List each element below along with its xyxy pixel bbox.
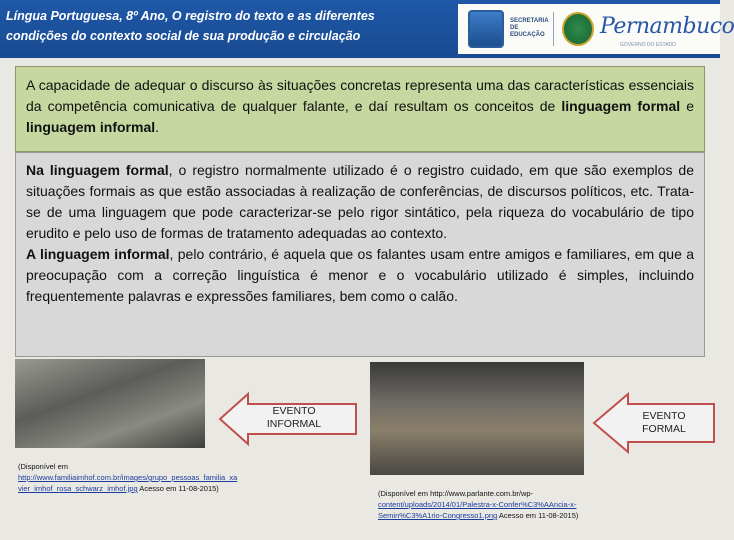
logo-area: [458, 4, 734, 54]
left-credit-access: Acesso em 11-08-2015): [137, 484, 219, 493]
informal-label: [224, 405, 364, 431]
left-image-credit: [18, 461, 338, 494]
header-banner: [0, 0, 734, 58]
title-line-1: Língua Portuguesa, 8º Ano, O registro do texto e as diferentes: [6, 9, 375, 23]
logo-divider: [553, 12, 554, 46]
pernambuco-logo: Pernambuco: [600, 14, 734, 39]
right-credit-link-2[interactable]: Semin%C3%A1rio-Congresso1.png: [378, 511, 498, 520]
government-label: GOVERNO DO ESTADO: [620, 42, 677, 48]
intro-bold-formal: linguagem formal: [561, 98, 681, 114]
intro-text-c: .: [155, 119, 160, 135]
informal-text: , pelo contrário, é aquela que os falantes usam entre amigos e familiares, em que a preocupação com a correção linguística é menor e o vocabulário utilizado é simples, incluindo frequentemente palavras e expressões familiares, bem como o calão.: [26, 246, 694, 304]
intro-text-a: A capacidade de adequar o discurso às situações concretas representa uma das características essenciais da competência comunicativa de qualquer falante, e daí resultam os conceitos de: [26, 77, 694, 114]
formal-label-line-2: FORMAL: [642, 423, 686, 435]
state-crest-icon: [562, 12, 594, 46]
informal-event-arrow: [218, 392, 358, 446]
left-credit-link-1[interactable]: http://www.familiaimhof.com.br/images/grupo_pessoas_familia_xa: [18, 473, 238, 482]
right-credit-link-1[interactable]: content/uploads/2014/01/Palestra-x-Confer%C3%AAncia-x-: [378, 500, 577, 509]
intro-text-b: e: [680, 98, 694, 114]
conference-photo: [370, 362, 584, 475]
title-line-2: condições do contexto social de sua produção e circulação: [6, 29, 361, 43]
informal-label-line-1: EVENTO: [272, 405, 316, 417]
intro-bold-informal: linguagem informal: [26, 119, 156, 135]
informal-paragraph: [26, 244, 694, 307]
secretaria-logo-icon: [468, 10, 504, 48]
informal-label-line-2: INFORMAL: [266, 418, 322, 430]
formal-label-line-1: EVENTO: [642, 410, 686, 422]
left-credit-link-2[interactable]: vier_imhof_rosa_schwarz_imhof.jpg: [18, 484, 138, 493]
formal-text: , o registro normalmente utilizado é o registro cuidado, em que são exemplos de situações formais as que estão associadas à realização de conferências, de discursos políticos, etc. Trata-se de uma linguagem que pode caracterizar-se pelo rigor sintático, pela riqueza do vocabulário de tipo erudito e pelo uso de formas de tratamento adequadas ao contexto.: [26, 162, 695, 241]
formal-event-arrow: [592, 392, 716, 454]
secretaria-label: SECRETARIA DE EDUCAÇÃO: [510, 18, 549, 38]
page-title: [6, 6, 446, 46]
right-image-credit: [378, 488, 708, 521]
intro-box: [15, 66, 705, 152]
definitions-box: [15, 152, 705, 357]
family-photo: [15, 359, 205, 448]
left-credit-intro: (Disponível em: [18, 462, 69, 471]
formal-heading: Na linguagem formal: [26, 162, 169, 178]
formal-paragraph: [26, 160, 694, 244]
right-credit-intro: (Disponível em http://www.parlante.com.br/wp-: [378, 489, 534, 498]
right-credit-access: Acesso em 11-08-2015): [497, 511, 579, 520]
formal-label: [602, 410, 726, 436]
informal-heading: A linguagem informal: [26, 246, 170, 262]
